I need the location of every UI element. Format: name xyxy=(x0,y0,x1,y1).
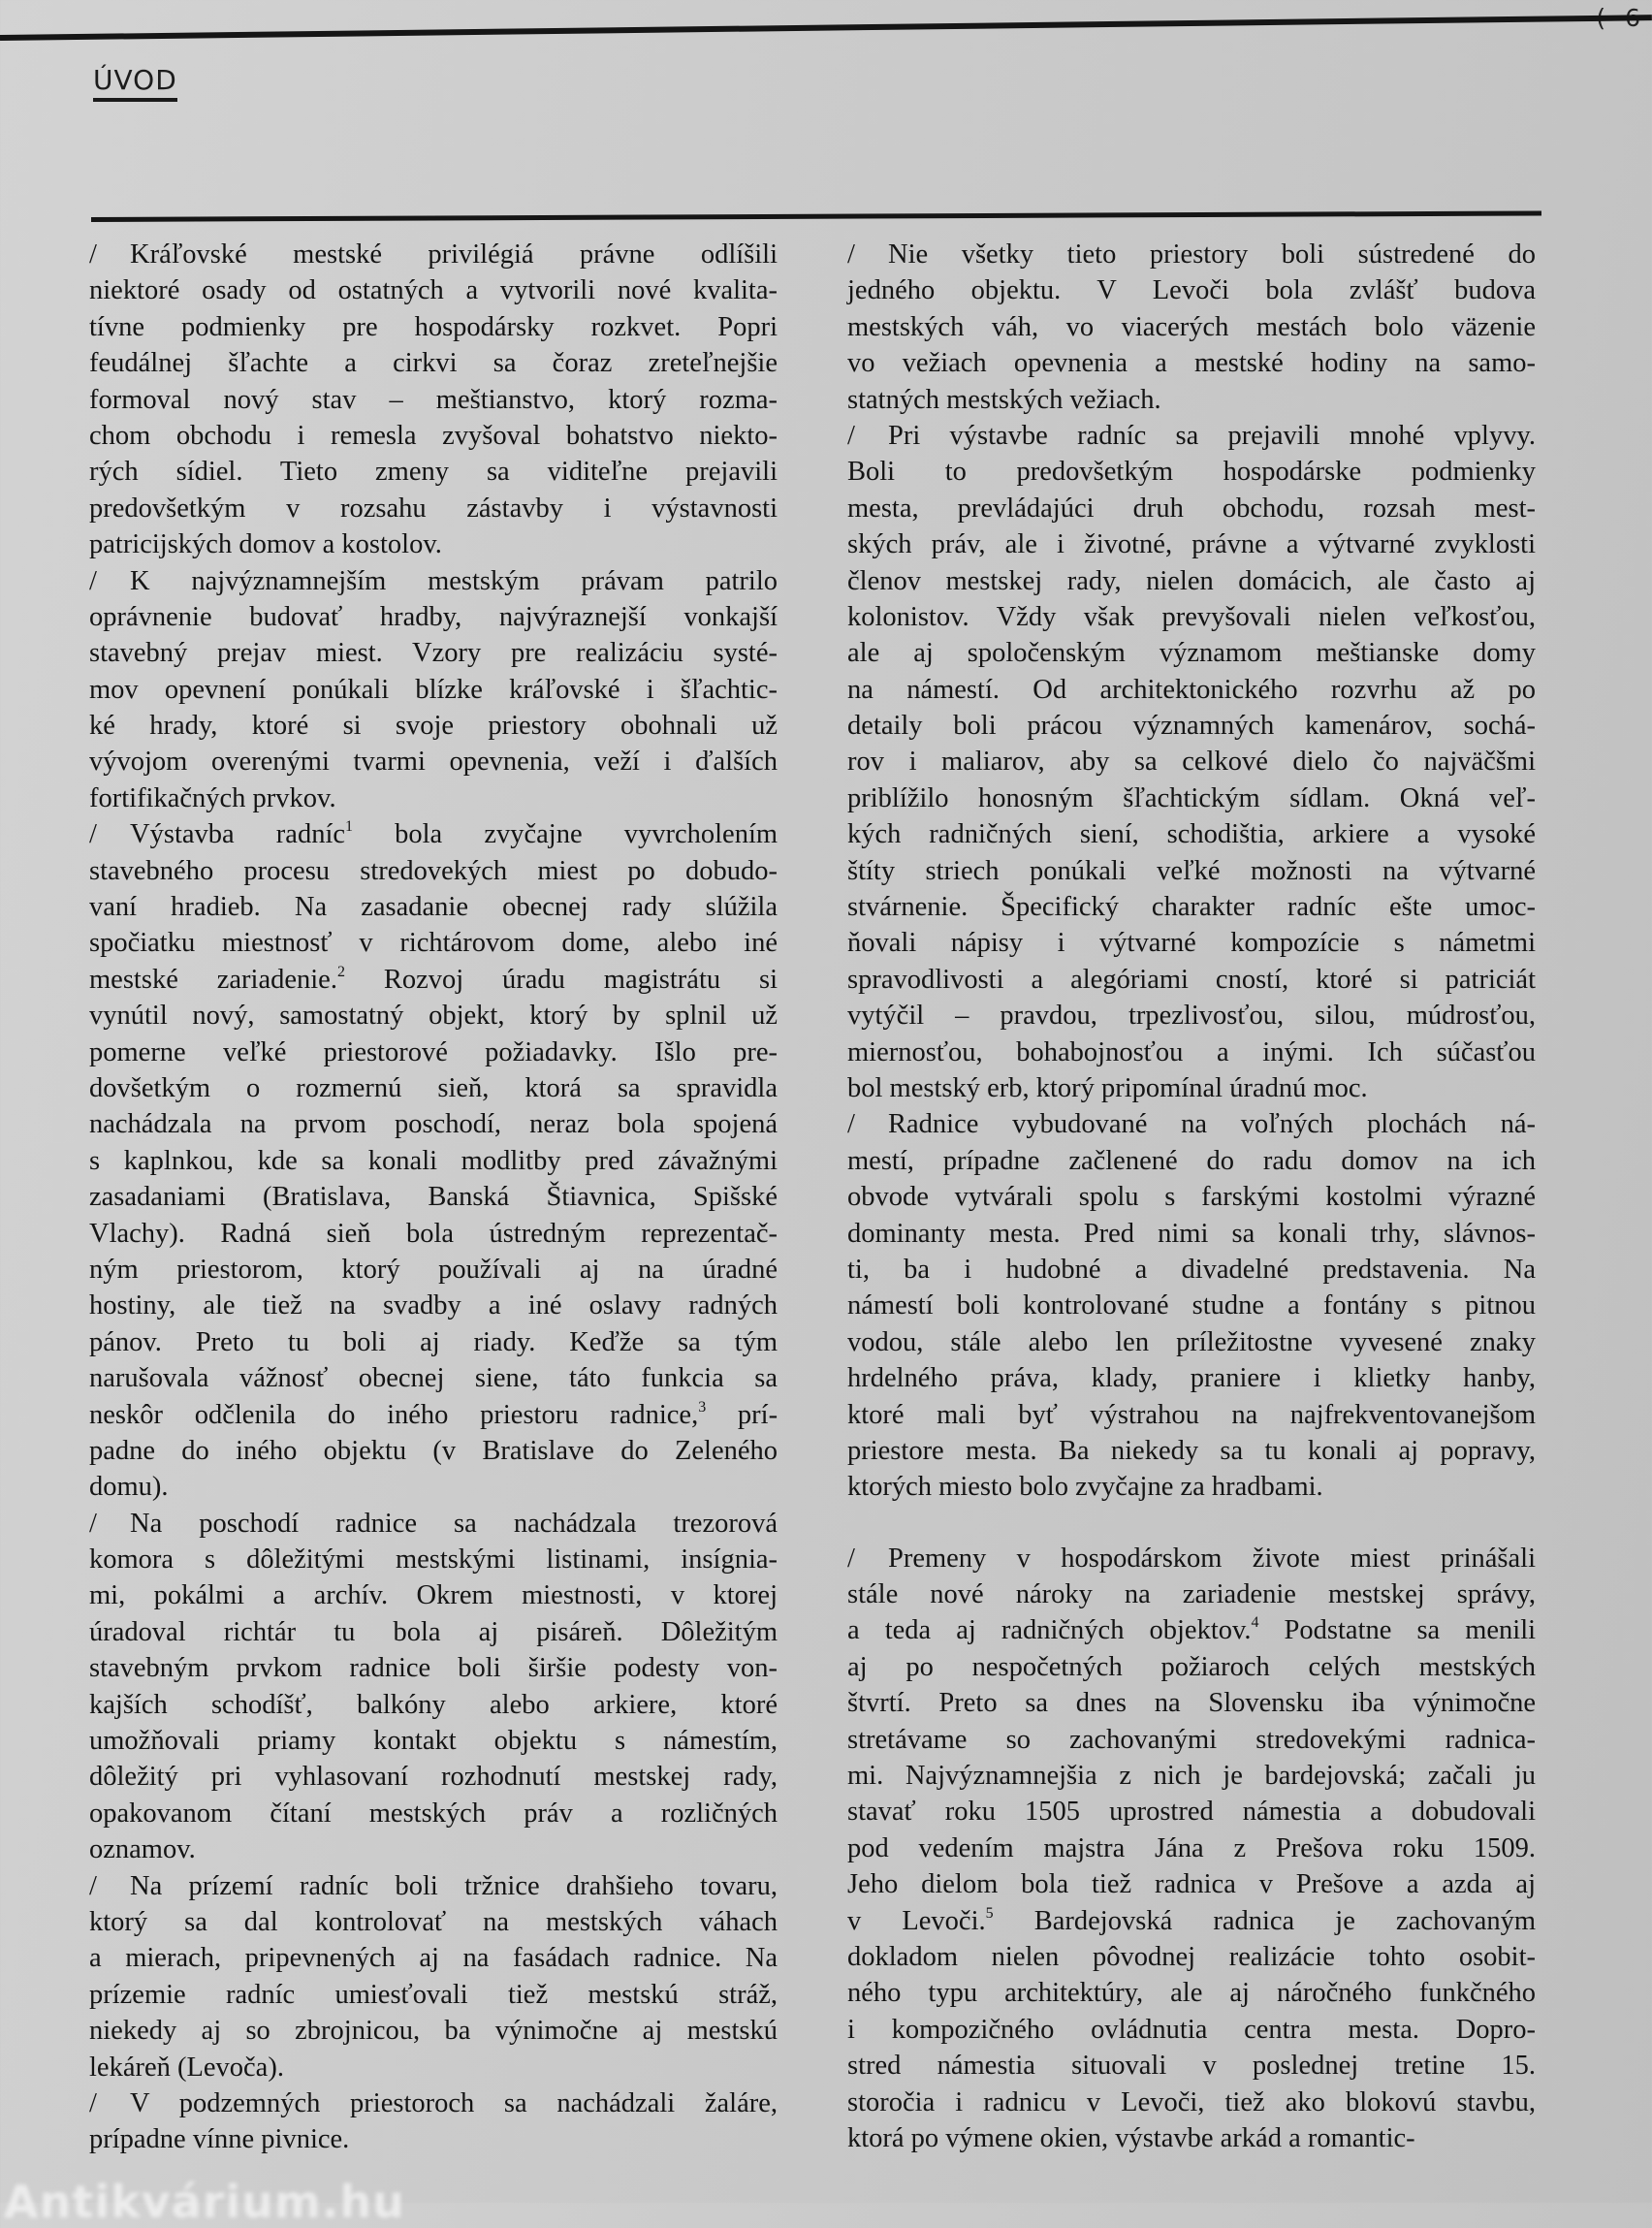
text-line xyxy=(847,418,1536,454)
text-line xyxy=(89,708,778,744)
text-line xyxy=(89,1106,778,1142)
line-text: ké hrady, ktoré si svoje priestory obohnali už xyxy=(89,711,778,742)
text-line xyxy=(89,1070,778,1106)
text-line xyxy=(89,526,778,562)
line-text: aj po nespočetných požiaroch celých mestských xyxy=(847,1651,1536,1682)
line-text: predovšetkým v rozsahu zástavby i výstavnosti xyxy=(89,493,778,524)
line-text: Na prízemí radníc boli tržnice drahšieho tovaru, xyxy=(130,1870,778,1901)
text-line xyxy=(89,599,778,635)
text-line xyxy=(89,563,778,599)
text-line xyxy=(89,925,778,961)
line-text: obvode vytvárali spolu s farskými kostolmi výrazné xyxy=(847,1182,1536,1213)
line-text: Kráľovské mestské privilégiá právne odlíšili xyxy=(130,239,778,270)
text-line xyxy=(89,1288,778,1323)
text-line xyxy=(89,1977,778,2013)
text-line xyxy=(89,2050,778,2085)
line-text: ských práv, ale i životné, právne a výtvarné zvyklosti xyxy=(847,529,1536,560)
line-text: ktorá po výmene okien, výstavbe arkád a romantic- xyxy=(847,2122,1415,2153)
text-line xyxy=(847,925,1536,961)
line-text: niekedy aj so zbrojnicou, ba výnimočne aj mestskú xyxy=(89,2016,778,2047)
paragraph-marker: / xyxy=(847,239,855,270)
line-text: lekáreň (Levoča). xyxy=(89,2052,284,2083)
paragraph xyxy=(89,2085,778,2158)
text-line xyxy=(89,744,778,780)
line-text: členov mestskej rady, nielen domácich, ale často aj xyxy=(847,565,1536,596)
paragraph-marker: / xyxy=(847,1109,855,1140)
line-text: vývojom overenými tvarmi opevnenia, veží i ďalších xyxy=(89,747,778,778)
text-line xyxy=(89,962,778,998)
line-text: V podzemných priestoroch sa nachádzali žaláre, xyxy=(130,2087,778,2118)
text-line xyxy=(89,1614,778,1650)
footnote-reference[interactable]: 1 xyxy=(345,818,354,836)
paragraph-marker: / xyxy=(89,1870,97,1901)
line-text: patricijských domov a kostolov. xyxy=(89,529,442,560)
text-line xyxy=(847,345,1536,381)
paragraph xyxy=(89,563,778,817)
text-line xyxy=(847,1143,1536,1179)
line-text: hrdelného práva, klady, praniere i klietky hanby, xyxy=(847,1363,1536,1394)
line-text: niektoré osady od ostatných a vytvorili nové kvalita- xyxy=(89,275,778,306)
text-line xyxy=(847,1975,1536,2011)
line-text: mestských váh, vo viacerých mestách bolo väzenie xyxy=(847,311,1536,342)
line-text: námestí boli kontrolované studne a fontány s pitnou xyxy=(847,1290,1536,1321)
line-text: rých sídiel. Tieto zmeny sa viditeľne prejavili xyxy=(89,457,778,488)
line-text: ale aj spoločenským významom meštianske domy xyxy=(847,638,1536,669)
line-text: domu). xyxy=(89,1472,169,1503)
text-line xyxy=(89,2121,778,2157)
line-text: s kaplnkou, kde sa konali modlitby pred závažnými xyxy=(89,1145,778,1176)
line-text: stvárnenie. Špecifický charakter radníc ešte umoc- xyxy=(847,892,1536,923)
text-line xyxy=(89,309,778,345)
line-text: pánov. Preto tu boli aj riady. Keďže sa tým xyxy=(89,1326,778,1357)
text-line xyxy=(847,998,1536,1034)
line-text: ti, ba i hudobné a divadelné predstavenia. Na xyxy=(847,1254,1536,1285)
paragraph-marker: / xyxy=(89,819,97,850)
text-line xyxy=(89,998,778,1034)
section-heading: ÚVOD xyxy=(93,64,177,96)
line-text: vytýčil – pravdou, trpezlivosťou, silou, múdrosťou, xyxy=(847,1001,1536,1032)
footnote-reference[interactable]: 2 xyxy=(336,963,345,980)
text-line xyxy=(847,1722,1536,1758)
text-line xyxy=(89,1143,778,1179)
line-text: ktorý sa dal kontrolovať na mestských váhach xyxy=(89,1906,778,1937)
line-text: v Levoči.$^5$ Bardejovská radnica je zachovaným xyxy=(847,1904,1537,1936)
text-line xyxy=(89,345,778,381)
line-text: štvrtí. Preto sa dnes na Slovensku iba výnimočne xyxy=(847,1688,1536,1719)
line-text: hostiny, ale tiež na svadby a iné oslavy radných xyxy=(89,1290,778,1321)
line-text: kajších schodíšť, balkóny alebo arkiere, ktoré xyxy=(89,1689,778,1720)
text-line xyxy=(847,672,1536,708)
line-text: ňovali nápisy i výtvarné kompozície s námetmi xyxy=(847,928,1536,959)
line-text: Pri výstavbe radníc sa prejavili mnohé vplyvy. xyxy=(888,420,1536,451)
text-line xyxy=(89,1179,778,1215)
text-line xyxy=(847,2012,1536,2048)
text-line xyxy=(847,1576,1536,1612)
paragraph xyxy=(89,237,778,563)
text-line xyxy=(847,1830,1536,1866)
paragraph-marker: / xyxy=(89,565,97,596)
line-text: feudálnej šľachte a cirkvi sa čoraz zreteľnejšie xyxy=(89,348,778,379)
text-column-right xyxy=(847,237,1536,2156)
text-line xyxy=(847,1649,1536,1685)
text-line xyxy=(89,454,778,490)
text-line xyxy=(847,1612,1536,1648)
text-line xyxy=(89,889,778,925)
text-line xyxy=(847,1469,1536,1505)
text-line xyxy=(847,780,1536,816)
line-text: priblížilo honosným šľachtickým sídlam. Okná veľ- xyxy=(847,782,1536,813)
text-line xyxy=(847,2048,1536,2084)
top-rule xyxy=(0,15,1652,41)
line-text: stretávame so zachovanými stredovekými radnica- xyxy=(847,1724,1536,1755)
text-line xyxy=(847,1360,1536,1396)
line-text: Vlachy). Radná sieň bola ústredným reprezentač- xyxy=(89,1218,778,1249)
bleed-through-text xyxy=(853,43,860,78)
text-line xyxy=(89,1542,778,1577)
text-line xyxy=(847,816,1536,852)
paragraph-marker: / xyxy=(89,2087,97,2118)
text-line xyxy=(847,1179,1536,1215)
line-text: vodou, stále alebo len príležitostne vyvesené znaky xyxy=(847,1326,1536,1357)
text-line xyxy=(89,1324,778,1360)
text-line xyxy=(847,1324,1536,1360)
text-line xyxy=(847,1034,1536,1070)
text-line xyxy=(89,1397,778,1433)
text-line xyxy=(847,1939,1536,1975)
footnote-reference[interactable]: 4 xyxy=(1251,1614,1259,1632)
line-text: storočia i radnicu v Levoči, tiež ako blokovú stavbu, xyxy=(847,2086,1536,2117)
text-line xyxy=(847,962,1536,998)
text-line xyxy=(847,2085,1536,2120)
paragraph xyxy=(847,1106,1536,1505)
text-line xyxy=(847,853,1536,889)
text-line xyxy=(847,1903,1536,1939)
text-line xyxy=(847,454,1536,490)
text-line xyxy=(89,1940,778,1976)
paragraph xyxy=(89,816,778,1505)
line-text: úradoval richtár tu bola aj pisáreň. Dôležitým xyxy=(89,1616,778,1647)
text-line xyxy=(847,526,1536,562)
line-text: dokladom nielen pôvodnej realizácie tohto osobit- xyxy=(847,1941,1536,1972)
line-text: oznamov. xyxy=(89,1834,196,1865)
text-line xyxy=(847,1758,1536,1794)
text-line xyxy=(847,708,1536,744)
paragraph-gap xyxy=(847,1506,1536,1541)
line-text: spočiatku miestnosť v richtárovom dome, alebo iné xyxy=(89,928,778,959)
text-line xyxy=(89,382,778,418)
line-text: mesta, prevládajúci druh obchodu, rozsah mest- xyxy=(847,493,1536,524)
text-line xyxy=(89,853,778,889)
line-text: mi, pokálmi a archív. Okrem miestnosti, v ktorej xyxy=(89,1580,778,1611)
text-line xyxy=(847,1541,1536,1576)
line-text: vaní hradieb. Na zasadanie obecnej rady slúžila xyxy=(89,892,778,923)
text-line xyxy=(89,1723,778,1759)
line-text: kých radničných siení, schodištia, arkiere a vysoké xyxy=(847,819,1536,850)
text-line xyxy=(89,1360,778,1396)
line-text: Na poschodí radnice sa nachádzala trezorová xyxy=(130,1508,778,1539)
line-text: Nie všetky tieto priestory boli sústredené do xyxy=(888,239,1536,270)
line-text: opakovanom čítaní mestských práv a rozličných xyxy=(89,1798,778,1829)
text-line xyxy=(89,1759,778,1795)
text-line xyxy=(89,237,778,272)
paragraph-marker: / xyxy=(89,239,97,270)
text-column-left xyxy=(89,237,778,2158)
text-line xyxy=(89,1650,778,1686)
text-line xyxy=(847,1216,1536,1252)
line-text: K najvýznamnejším mestským právam patrilo xyxy=(130,565,778,596)
line-text: detaily boli prácou významných kamenárov, sochá- xyxy=(847,711,1536,742)
line-text: stále nové nároky na zariadenie mestskej správy, xyxy=(847,1579,1536,1610)
text-line xyxy=(89,1216,778,1252)
text-line xyxy=(89,1433,778,1469)
line-text: kolonistov. Vždy však prevyšovali nielen veľkosťou, xyxy=(847,601,1536,632)
text-line xyxy=(89,1904,778,1940)
text-line xyxy=(89,1687,778,1723)
line-text: chom obchodu i remesla zvyšoval bohatstvo niekto- xyxy=(89,420,778,451)
text-line xyxy=(847,491,1536,526)
text-line xyxy=(89,2013,778,2049)
text-line xyxy=(89,1469,778,1505)
line-text: neskôr odčlenila do iného priestoru radnice,$^3$ prí- xyxy=(89,1398,778,1430)
paragraph xyxy=(847,1541,1536,2157)
text-line xyxy=(89,1831,778,1867)
text-line xyxy=(89,2085,778,2121)
line-text: jedného objektu. V Levoči bola zvlášť budova xyxy=(847,275,1536,306)
line-text: Boli to predovšetkým hospodárske podmienky xyxy=(847,457,1536,488)
text-line xyxy=(89,1506,778,1542)
paragraph xyxy=(847,237,1536,418)
line-text: Výstavba radníc$^1$ bola zvyčajne vyvrcholením xyxy=(130,818,778,850)
line-text: fortifikačných prvkov. xyxy=(89,782,336,813)
line-text: dominanty mesta. Pred nimi sa konali trhy, slávnos- xyxy=(847,1218,1536,1249)
line-text: oprávnenie budovať hradby, najvýraznejší vonkajší xyxy=(89,601,778,632)
line-text: a teda aj radničných objektov.$^4$ Podstatne sa menili xyxy=(847,1614,1537,1646)
line-text: Jeho dielom bola tiež radnica v Prešove a azda aj xyxy=(847,1869,1536,1900)
text-line xyxy=(89,491,778,526)
text-line xyxy=(89,418,778,454)
line-text: umožňovali priamy kontakt objektu s námestím, xyxy=(89,1726,778,1757)
line-text: nachádzala na prvom poschodí, neraz bola spojená xyxy=(89,1109,778,1140)
footnote-reference[interactable]: 5 xyxy=(985,1904,994,1922)
line-text: tívne podmienky pre hospodársky rozkvet. Popri xyxy=(89,311,778,342)
text-line xyxy=(89,672,778,708)
text-line xyxy=(89,272,778,308)
line-text: formoval nový stav – meštianstvo, ktorý rozma- xyxy=(89,384,778,415)
line-text: dovšetkým o rozmernú sieň, ktorá sa spravidla xyxy=(89,1072,778,1103)
line-text: miernosťou, bohabojnosťou a inými. Ich súčasťou xyxy=(847,1036,1536,1067)
text-line xyxy=(89,780,778,816)
line-text: dôležitý pri vyhlasovaní rozhodnutí mestskej rady, xyxy=(89,1762,778,1793)
line-text: pod vedením majstra Jána z Prešova roku 1509. xyxy=(847,1832,1536,1863)
text-line xyxy=(847,1685,1536,1721)
text-line xyxy=(89,1252,778,1288)
line-text: štíty striech ponúkali veľké možnosti na výtvarné xyxy=(847,855,1536,886)
paragraph-marker: / xyxy=(847,420,855,451)
line-text: prízemie radníc umiesťovali tiež mestskú stráž, xyxy=(89,1979,778,2010)
line-text: a mierach, pripevnených aj na fasádach radnice. Na xyxy=(89,1943,778,1974)
paragraph xyxy=(847,418,1536,1106)
line-text: prípadne vínne pivnice. xyxy=(89,2124,350,2155)
line-text: padne do iného objektu (v Bratislave do Zeleného xyxy=(89,1435,778,1466)
text-line xyxy=(89,1796,778,1831)
line-text: stavebného procesu stredovekých miest po dobudo- xyxy=(89,855,778,886)
paragraph-marker: / xyxy=(89,1508,97,1539)
text-line xyxy=(847,1252,1536,1288)
line-text: vynútil nový, samostatný objekt, ktorý by splnil už xyxy=(89,1001,778,1032)
line-text: komora s dôležitými mestskými listinami, insígnia- xyxy=(89,1544,778,1576)
line-text: stavať roku 1505 uprostred námestia a dobudovali xyxy=(847,1797,1536,1828)
line-text: stred námestia situovali v poslednej tretine 15. xyxy=(847,2051,1536,2082)
heading-rule xyxy=(91,210,1541,222)
text-line xyxy=(847,599,1536,635)
text-line xyxy=(847,1070,1536,1106)
text-line xyxy=(89,816,778,852)
text-line xyxy=(847,1106,1536,1142)
line-text: statných mestských vežiach. xyxy=(847,384,1161,415)
line-text: ným priestorom, ktorý používali aj na úradné xyxy=(89,1254,778,1285)
line-text: mov opevnení ponúkali blízke kráľovské i šľachtic- xyxy=(89,674,778,705)
line-text: mi. Najvýznamnejšia z nich je bardejovská; začali ju xyxy=(847,1761,1536,1792)
line-text: Radnice vybudované na voľných plochách ná- xyxy=(888,1109,1536,1140)
text-line xyxy=(847,382,1536,418)
paragraph-marker: / xyxy=(847,1543,855,1574)
paragraph xyxy=(89,1868,778,2085)
line-text: stavebným prvkom radnice boli širšie podesty von- xyxy=(89,1653,778,1684)
text-line xyxy=(847,889,1536,925)
text-line xyxy=(847,272,1536,308)
text-line xyxy=(89,1577,778,1613)
text-line xyxy=(847,744,1536,780)
line-text: priestore mesta. Ba niekedy sa tu konali aj popravy, xyxy=(847,1435,1536,1466)
line-text: stavebný prejav miest. Vzory pre realizáciu systé- xyxy=(89,638,778,669)
line-text: ktorých miesto bolo zvyčajne za hradbami. xyxy=(847,1472,1323,1503)
paragraph xyxy=(89,1506,778,1868)
text-line xyxy=(847,237,1536,272)
line-text: vo vežiach opevnenia a mestské hodiny na samo- xyxy=(847,348,1536,379)
line-text: mestské zariadenie.$^2$ Rozvoj úradu magistrátu si xyxy=(89,963,778,995)
text-line xyxy=(847,2120,1536,2156)
line-text: mestí, prípadne začlenené do radu domov na ich xyxy=(847,1145,1536,1176)
line-text: bol mestský erb, ktorý pripomínal úradnú moc. xyxy=(847,1072,1368,1103)
line-text: ného typu architektúry, ale aj náročného funkčného xyxy=(847,1978,1536,2009)
line-text: Premeny v hospodárskom živote miest prinášali xyxy=(888,1543,1536,1574)
text-line xyxy=(847,563,1536,599)
text-line xyxy=(847,1433,1536,1469)
text-line xyxy=(847,1866,1536,1902)
watermark: Antikvárium.hu xyxy=(4,2176,405,2228)
text-line xyxy=(89,1034,778,1070)
text-line xyxy=(847,1288,1536,1323)
line-text: i kompozičného ovládnutia centra mesta. Dopro- xyxy=(847,2014,1536,2045)
line-text: spravodlivosti a alegóriami cností, ktoré si patriciát xyxy=(847,964,1536,995)
line-text: narušovala vážnosť obecnej siene, táto funkcia sa xyxy=(89,1363,778,1394)
footnote-reference[interactable]: 3 xyxy=(698,1398,707,1416)
line-text: na námestí. Od architektonického rozvrhu až po xyxy=(847,674,1536,705)
text-line xyxy=(847,1794,1536,1830)
text-line xyxy=(847,1397,1536,1433)
line-text: pomerne veľké priestorové požiadavky. Išlo pre- xyxy=(89,1036,778,1067)
line-text: rov i maliarov, aby sa celkové dielo čo najväčšmi xyxy=(847,747,1536,778)
text-line xyxy=(847,309,1536,345)
text-line xyxy=(89,635,778,671)
text-line xyxy=(89,1868,778,1904)
line-text: zasadaniami (Bratislava, Banská Štiavnica, Spišské xyxy=(89,1182,778,1213)
text-line xyxy=(847,635,1536,671)
line-text: ktoré mali byť výstrahou na najfrekventovanejšom xyxy=(847,1399,1536,1430)
